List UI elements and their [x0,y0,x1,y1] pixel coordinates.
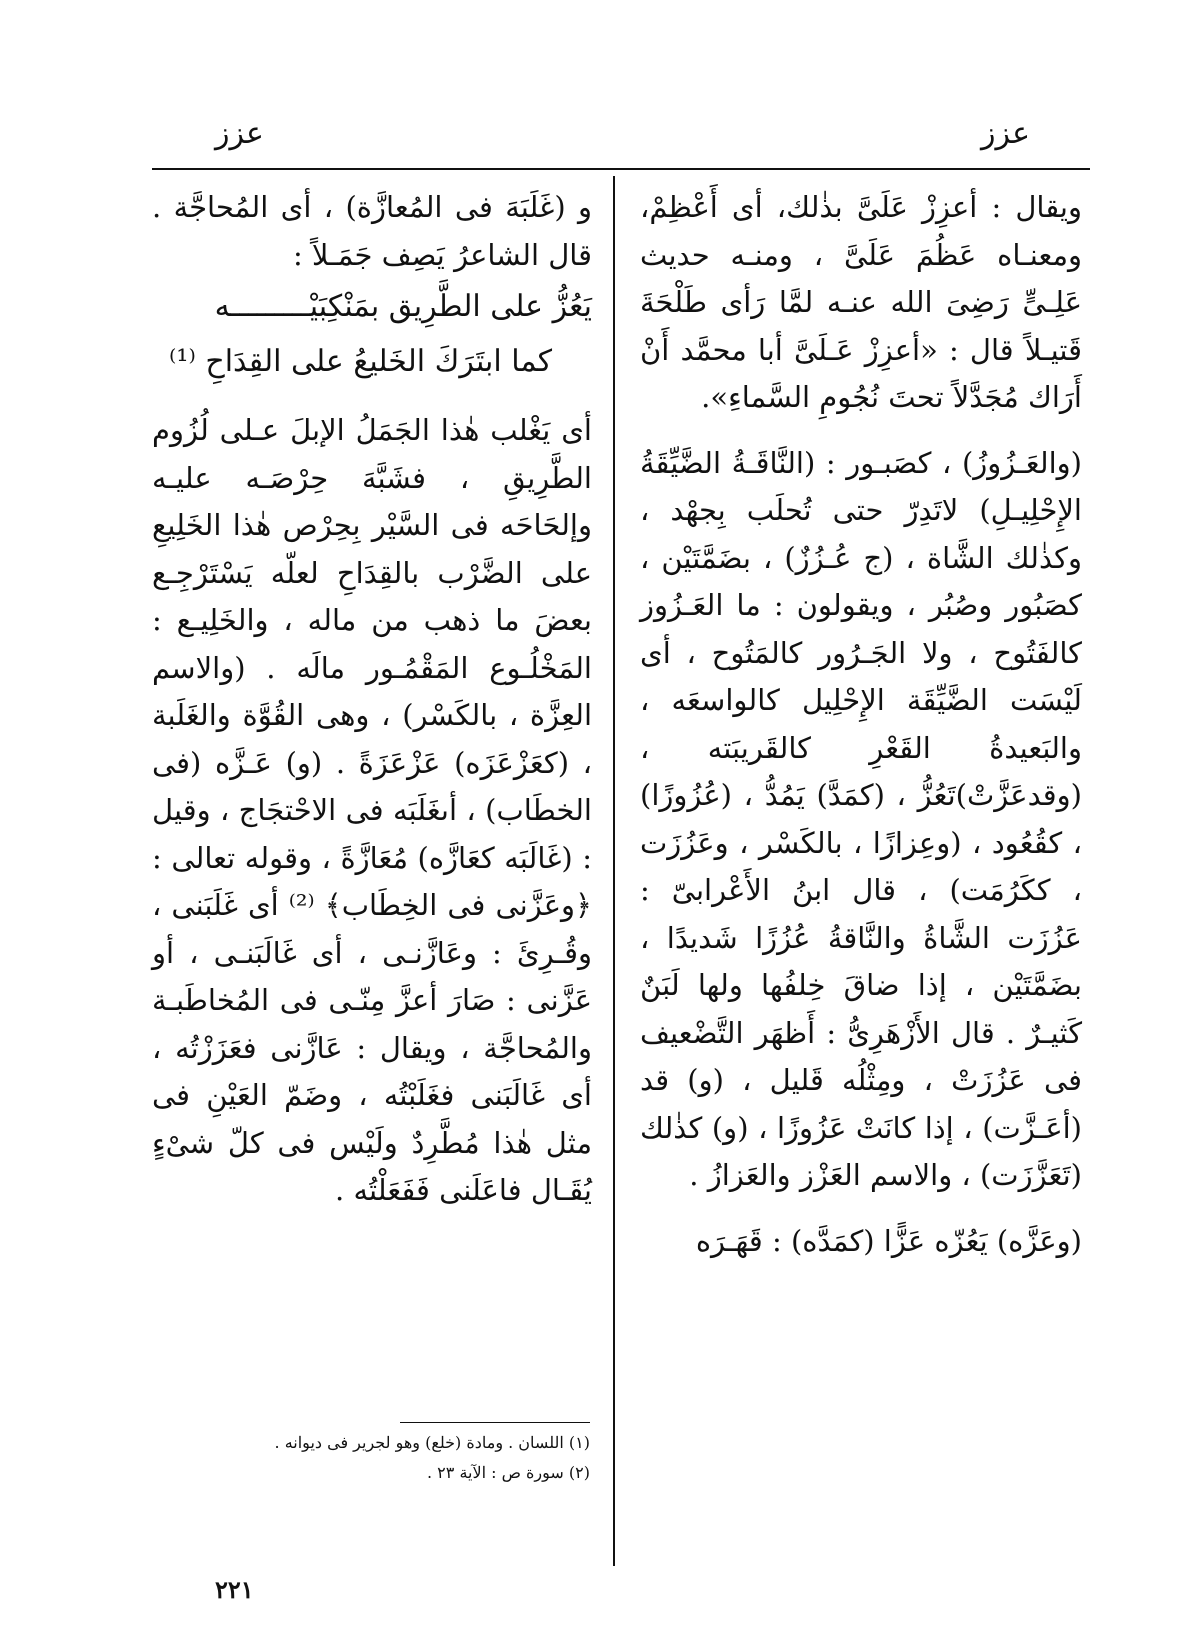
right-paragraph-3: (وعَزَّه) يَعُزّه عَزًّا (كمَدَّه) : قَهَـرَه [695,1223,1082,1258]
left-paragraph-1: و (غَلَبَهَ فى المُعازَّة) ، أى المُحاجَّة . قال الشاعرُ يَصِف جَمَـلاً : [152,190,592,272]
running-header-right: عزز [981,116,1030,151]
left-column [152,184,592,1215]
footnote-1: (١) اللسان . ومادة (خلع) وهو لجرير فى ديوانه . [274,1433,590,1452]
footnotes [200,1428,590,1488]
left-paragraph-2: أى يَغْلب هٰذا الجَمَلُ الإبلَ عـلى لُزُوم الطَّرِيقِ ، فشَبَّهَ حِرْصَـه عليـه وإلحَاحَه فى السَّيْر بِحِرْص هٰذا الخَلِيعِ على الضَّرْب بالقِدَاحِ لعلّه يَسْتَرْجِـع بعضَ ما ذهب من ماله ، والخَلِيـع : المَخْلُـوع المَقْمُـور مالَه . (والاسم العِزَّة ، بالكَسْر) ، وهى القُوَّة والغَلَبة ، (كعَزْعَزَه) عَزْعَزَةً . (و) عَـزَّه (فى الخطَاب) ، أىغَلَبَه فى الاحْتجَاج ، وقيل : (غَالَبَه كعَازَّه) مُعَازَّةً ، وقوله تعالى : ﴿وعَزَّنى فى الخِطَاب﴾ ⁽²⁾ أى غَلَبَنى ، وقُـرِئَ : وعَازَّنـى ، أى غَالَبَنـى ، أو عَزَّنى : صَارَ أعزَّ مِنّـى فى المُخاطَبـة والمُحاجَّة ، ويقال : عَازَّنى فعَزَزْتُه ، أى غَالَبَنى فغَلَبْتُه ، وضَمّ العَيْنِ فى مثل هٰذا مُطَّرِدٌ ولَيْس فى كلّ شىْءٍ يُقَـال فاعَلَنى فَفَعَلْتُه . [152,413,592,1207]
column-divider [613,176,615,1566]
verse-line-1: يَعُزُّ على الطَّرِيق بمَنْكِبَيْـــــــــه [214,289,592,324]
running-header-left: عزز [215,116,264,151]
right-paragraph-1: ويقال : أعزِزْ عَلَىَّ بذٰلك، أى أَعْظِمْ، ومعنـاه عَظُمَ عَلَىَّ ، ومنـه حديث عَلِـىٍّ رَضِىَ الله عنـه لمَّا رَأى طَلْحَةَ قَتيـلاً قال : «أعزِزْ عَـلَىَّ أبا محمَّد أَنْ أَرَاك مُجَدَّلاً تحتَ نُجُومِ السَّماءِ». [640,190,1082,414]
header-rule [152,168,1090,170]
right-column [640,184,1082,1265]
verse-line-2: كما ابتَرَكَ الخَليعُ على القِدَاحِ ⁽¹⁾ [169,344,552,379]
right-paragraph-2: (والعَـزُوزُ) ، كصَبـور : (النَّاقَـةُ الضَّيِّقَةُ الإِحْلِيـلِ) لاتَدِرّ حتى تُحلَب بِجهْد ، وكذٰلك الشَّاة ، (ج عُـزُزٌ) ، بضَمَّتَيْن ، كصَبُور وصُبُر ، ويقولون : ما العَـزُوز كالفَتُوح ، ولا الجَـرُور كالمَتُوح ، أى لَيْسَت الضَّيِّقَة الإِحْلِيل كالواسعَه ، والبَعيدةُ القَعْرِ كالقَريبَته ، (وقدعَزَّتْ)تَعُزُّ ، (كمَدَّ) يَمُدُّ ، (عُزُوزًا) ، كقُعُود ، (وعِزازًا ، بالكَسْر ، وعَزُزَت ، ككَرُمَت) ، قال ابنُ الأَعْرابىّ : عَزُزَت الشَّاةُ والنَّاقةُ عُزُزًا شَديدًا ، بضَمَّتَيْن ، إذا ضاقَ خِلفُها ولها لَبَنٌ كَثيـرٌ . قال الأَزْهَرِىُّ : أَظهَر التَّضْعيف فى عَزُزَتْ ، ومِثْلُه قَليل ، (و) قد (أعَـزَّت) ، إذا كانَتْ عَزُوزًا ، (و) كذٰلك (تَعَزَّزَت) ، والاسم العَزْز والعَزازُ . [640,445,1082,1192]
page-number: ٢٢١ [215,1575,254,1604]
footnote-2: (٢) سورة ص : الآية ٢٣ . [427,1463,590,1482]
footnote-rule [400,1422,590,1423]
